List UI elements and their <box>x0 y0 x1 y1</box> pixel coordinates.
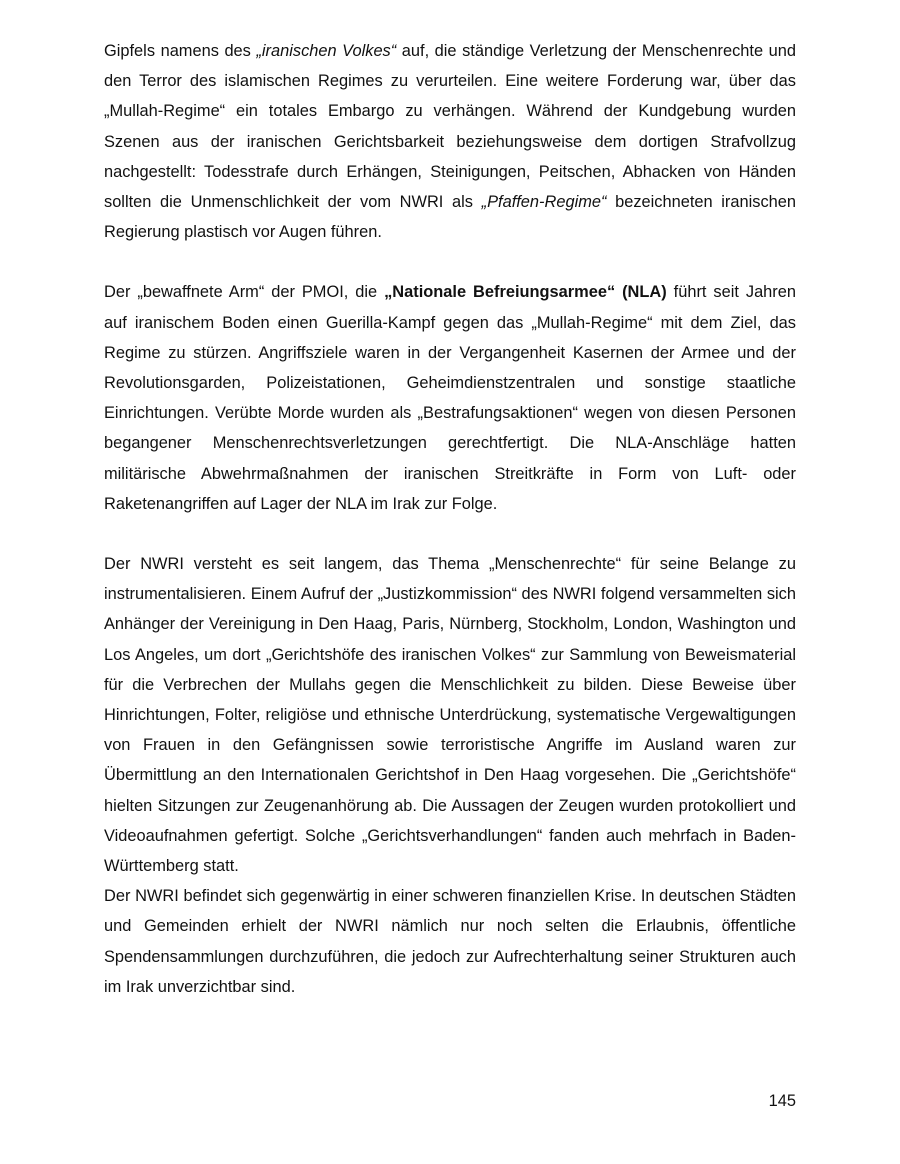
italic-text: „Pfaffen-Regime“ <box>481 193 607 212</box>
paragraph-2 <box>104 277 796 519</box>
paragraph-3 <box>104 549 796 881</box>
page-number: 145 <box>768 1092 796 1110</box>
paragraph-spacer <box>104 247 796 277</box>
paragraph-text: Der NWRI versteht es seit langem, das Thema „Menschenrechte“ für seine Belange zu instrumentalisieren. Einem Aufruf der „Justizkommission“ des NWRI folgend versammelten sich Anhänger der Vereinigung in Den Haag, Paris, Nürnberg, Stockholm, London, Washington und Los Angeles, um dort „Gerichtshöfe des iranischen Volkes“ zur Sammlung von Beweismaterial für die Verbrechen der Mullahs gegen die Menschlichkeit zu bilden. Diese Beweise über Hinrichtungen, Folter, religiöse und ethnische Unterdrückung, systematische Vergewaltigungen von Frauen in den Gefängnissen sowie terroristische Angriffe im Ausland waren zur Übermittlung an den Internationalen Gerichtshof in Den Haag vorgesehen. Die „Gerichtshöfe“ hielten Sitzungen zur Zeugenanhörung ab. Die Aussagen der Zeugen wurden protokolliert und Videoaufnahmen gefertigt. Solche „Gerichtsverhandlungen“ fanden auch mehrfach in Baden-Württemberg statt. <box>104 555 796 876</box>
paragraph-text: bezeichneten iranischen Regierung plastisch vor Augen führen. <box>104 193 796 242</box>
paragraph-spacer <box>104 519 796 549</box>
paragraph-text: führt seit Jahren auf iranischem Boden einen Guerilla-Kampf gegen das „Mullah-Regime“ mit dem Ziel, das Regime zu stürzen. Angriffsziele waren in der Vergangenheit Kasernen der Armee und der Revolutionsgarden, Polizeistationen, Geheimdienstzentralen und sonstige staatliche Einrichtungen. Verübte Morde wurden als „Bestrafungsaktionen“ wegen von diesen Personen begangener Menschenrechtsverletzungen gerechtfertigt. Die NLA-Anschläge hatten militärische Abwehrmaßnahmen der iranischen Streitkräfte in Form von Luft- oder Raketenangriffen auf Lager der NLA im Irak zur Folge. <box>104 283 796 513</box>
paragraph-text: auf, die ständige Verletzung der Menschenrechte und den Terror des islamischen Regimes zu verurteilen. Eine weitere Forderung war, über das „Mullah-Regime“ ein totales Embargo zu verhängen. Während der Kundgebung wurden Szenen aus der iranischen Gerichtsbarkeit beziehungsweise dem dortigen Strafvollzug nachgestellt: Todesstrafe durch Erhängen, Steinigungen, Peitschen, Abhacken von Händen sollten die Unmenschlichkeit der vom NWRI als <box>104 42 796 212</box>
page-body <box>104 36 796 1002</box>
bold-text: „Nationale Befreiungsarmee“ (NLA) <box>384 283 667 302</box>
paragraph-4 <box>104 881 796 1002</box>
italic-text: „iranischen Volkes“ <box>256 42 397 60</box>
paragraph-text: Der „bewaffnete Arm“ der PMOI, die <box>104 283 385 302</box>
paragraph-text: Gipfels namens des <box>104 42 257 60</box>
paragraph-1 <box>104 36 796 247</box>
paragraph-container <box>104 36 796 1002</box>
paragraph-text: Der NWRI befindet sich gegenwärtig in einer schweren finanziellen Krise. In deutschen Städten und Gemeinden erhielt der NWRI nämlich nur noch selten die Erlaubnis, öffentliche Spendensammlungen durchzuführen, die jedoch zur Aufrechterhaltung seiner Strukturen auch im Irak unverzichtbar sind. <box>104 887 796 996</box>
